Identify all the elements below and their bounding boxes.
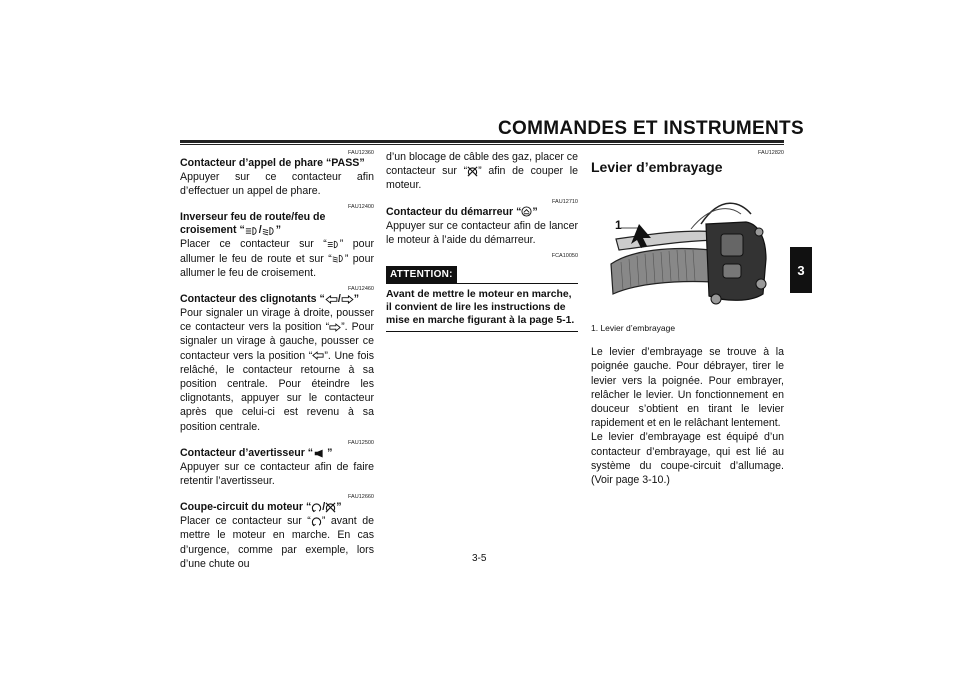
page-header-title: COMMANDES ET INSTRUMENTS bbox=[498, 118, 804, 139]
section-body: Placer ce contacteur sur “ ” avant de mettre le moteur en marche. En cas d’urgence, comme par exemple, lors d’une chute ou bbox=[180, 515, 374, 570]
section-code: FAU12400 bbox=[348, 204, 374, 211]
header-rule bbox=[180, 140, 784, 143]
section-pass-switch bbox=[180, 150, 374, 198]
section-body: Appuyer sur ce contacteur afin de faire retentir l’avertisseur. bbox=[180, 460, 374, 488]
section-body: Appuyer sur ce contacteur afin d’effectuer un appel de phare. bbox=[180, 171, 374, 198]
section-starter bbox=[386, 199, 578, 247]
section-title-clutch: Levier d’embrayage bbox=[591, 159, 723, 175]
section-turn-signal bbox=[180, 286, 374, 434]
starter-icon bbox=[521, 206, 532, 217]
section-body: Placer ce contacteur sur “ ” pour allumer le feu de route et sur “ ” pour allumer le feu de croisement. bbox=[180, 238, 374, 279]
figure-caption: 1. Levier d’embrayage bbox=[591, 323, 676, 333]
section-horn bbox=[180, 440, 374, 488]
engine-stop-icon bbox=[467, 166, 478, 177]
clutch-lever-illustration bbox=[591, 184, 784, 312]
attention-rule bbox=[457, 283, 578, 284]
section-code: FAU12500 bbox=[348, 439, 374, 446]
section-title: Contacteur du démarreur “ ” bbox=[386, 205, 538, 218]
continued-text: d’un blocage de câble des gaz, placer ce contacteur sur “ ” afin de couper le moteur. bbox=[386, 151, 578, 192]
section-body-2: Le levier d’embrayage est équipé d’un contacteur d’embrayage, qui est lié au système du coupe-circuit d’allumage. (Voir page 3-10.) bbox=[591, 431, 784, 487]
horn-icon bbox=[313, 449, 327, 458]
page-number: 3-5 bbox=[472, 553, 487, 564]
attention-block bbox=[386, 253, 578, 332]
engine-stop-icon bbox=[325, 502, 336, 513]
column-right bbox=[591, 150, 784, 487]
callout-number: 1 bbox=[615, 218, 622, 232]
section-title: Contacteur d’avertisseur “ ” bbox=[180, 446, 333, 459]
turn-left-icon bbox=[325, 295, 338, 304]
engine-run-icon bbox=[311, 502, 322, 513]
section-title: Contacteur d’appel de phare “PASS” bbox=[180, 157, 365, 169]
section-dimmer-switch bbox=[180, 204, 374, 280]
attention-code: FCA10050 bbox=[551, 253, 578, 260]
section-title: Contacteur des clignotants “ / ” bbox=[180, 293, 360, 306]
chapter-tab: 3 bbox=[790, 247, 812, 293]
header-rule-thin bbox=[180, 144, 784, 145]
low-beam-icon bbox=[332, 254, 345, 263]
section-engine-stop bbox=[180, 494, 374, 571]
high-beam-icon bbox=[327, 240, 340, 249]
section-code: FAU12460 bbox=[348, 286, 374, 293]
section-code: FAU12710 bbox=[552, 198, 578, 205]
attention-text: Avant de mettre le moteur en marche, il convient de lire les instructions de mise en marche figurant à la page 5-1. bbox=[386, 288, 578, 332]
column-left bbox=[180, 150, 374, 571]
engine-run-icon bbox=[311, 516, 322, 527]
turn-left-icon bbox=[312, 351, 324, 360]
low-beam-icon bbox=[262, 226, 276, 236]
section-code: FAU12660 bbox=[348, 494, 374, 501]
section-code: FAU12360 bbox=[348, 150, 374, 156]
section-body: Appuyer sur ce contacteur afin de lancer le moteur à l’aide du démarreur. bbox=[386, 219, 578, 246]
high-beam-icon bbox=[245, 226, 259, 236]
section-title: Inverseur feu de route/feu de croisement “ / ” bbox=[180, 211, 326, 237]
section-code: FAU12820 bbox=[758, 150, 784, 156]
clutch-lever-photo bbox=[591, 184, 784, 312]
column-middle bbox=[386, 150, 578, 332]
section-body: Le levier d’embrayage se trouve à la poignée gauche. Pour débrayer, tirer le levier vers la poignée. Pour embrayer, relâcher le levier. Un fonctionnement en douceur s’obtient en tirant le levier rapidement et en le relâchant lentement. bbox=[591, 346, 784, 430]
turn-right-icon bbox=[329, 323, 341, 332]
section-body: Pour signaler un virage à droite, pousser ce contacteur vers la position “ ”. Pour signaler un virage à gauche, pousser ce contacteur vers la position “ ”. Une fois relâché, le contacteur retourne à sa position centrale. Pour éteindre les clignotants, appuyer sur le contacteur après que celui-ci est revenu à sa position centrale. bbox=[180, 307, 374, 433]
attention-label: ATTENTION: bbox=[386, 266, 457, 284]
section-title: Coupe-circuit du moteur “ / ” bbox=[180, 501, 342, 514]
turn-right-icon bbox=[341, 295, 354, 304]
